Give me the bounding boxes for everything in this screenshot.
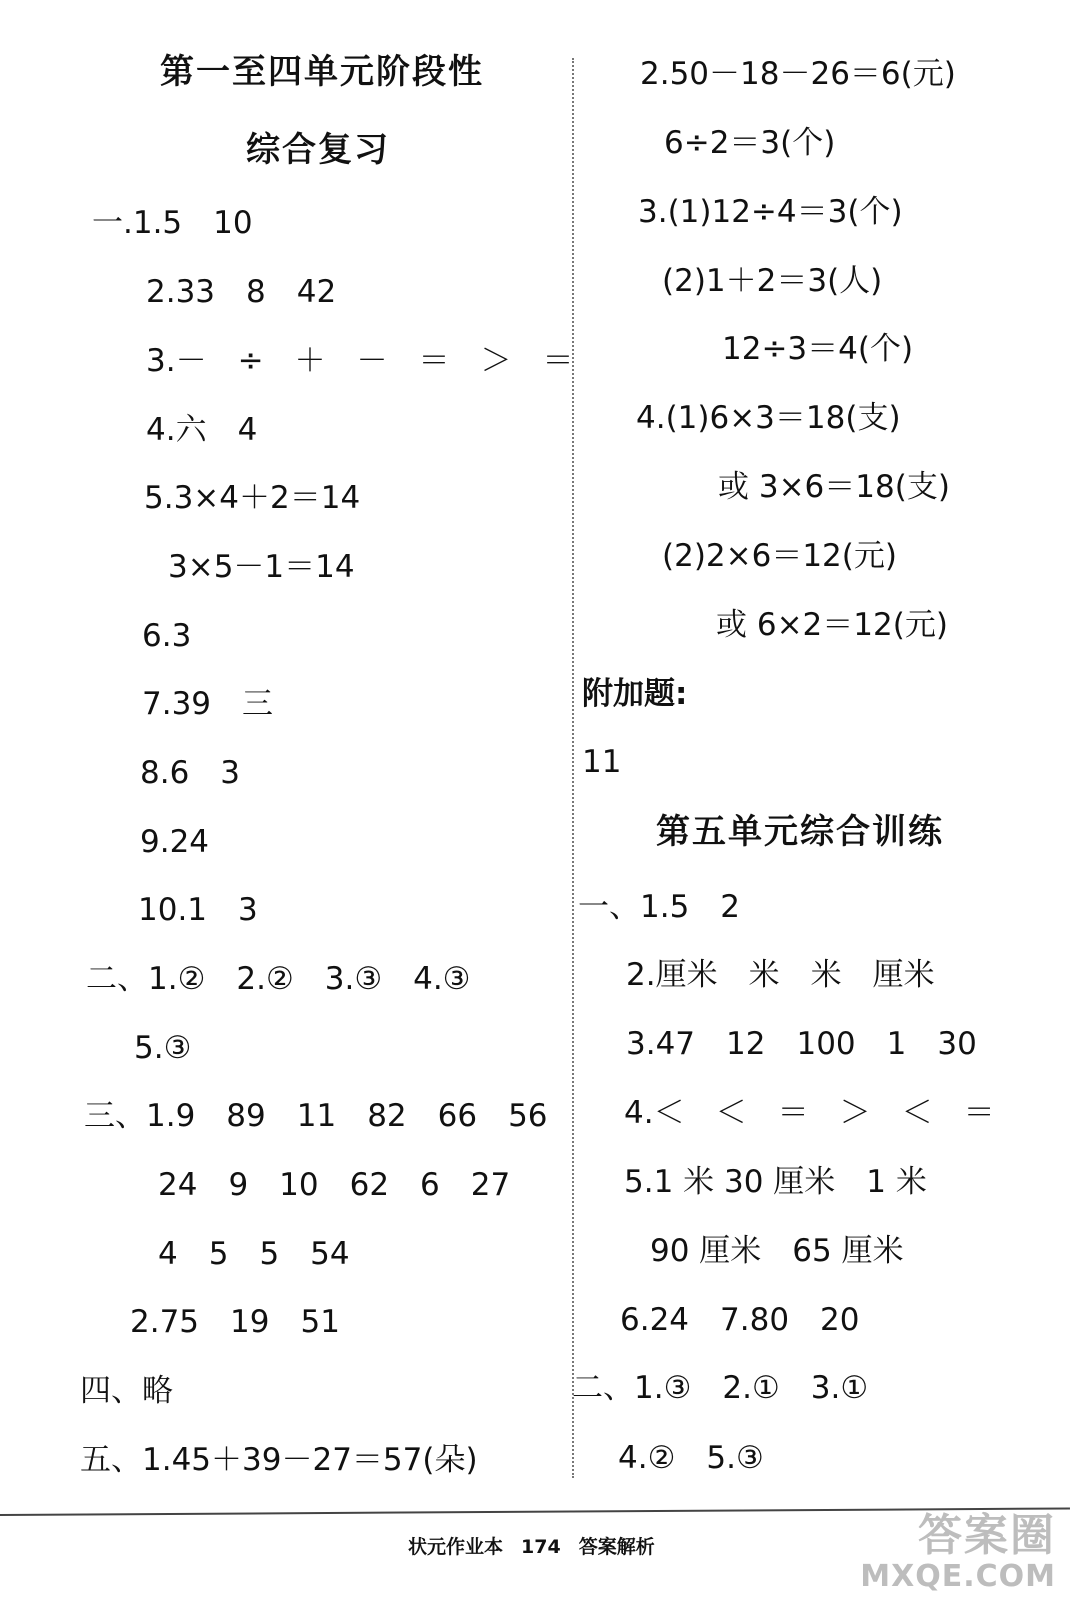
answer-line: 3.(1)12÷4＝3(个) <box>638 194 903 230</box>
answer-line: 6.3 <box>142 618 192 654</box>
answer-line: 或 3×6＝18(支) <box>718 469 950 505</box>
answer-line: 4.(1)6×3＝18(支) <box>636 400 901 436</box>
answer-line: 5.③ <box>134 1030 192 1066</box>
answer-line: 90 厘米 65 厘米 <box>650 1233 904 1269</box>
title-line-1: 第一至四单元阶段性 <box>160 52 484 92</box>
page-footer <box>408 1532 673 1559</box>
answer-line: 4.② 5.③ <box>618 1440 764 1476</box>
answer-line: 2.33 8 42 <box>146 274 337 310</box>
answer-line: 5.1 米 30 厘米 1 米 <box>624 1164 927 1200</box>
answer-line: 2.50－18－26＝6(元) <box>640 56 956 92</box>
answer-line: (2)2×6＝12(元) <box>662 538 897 574</box>
answer-line: 5.3×4＋2＝14 <box>144 480 361 516</box>
answer-line: 7.39 三 <box>142 686 274 722</box>
answer-line: 6.24 7.80 20 <box>620 1302 860 1338</box>
answer-line: 二、1.② 2.② 3.③ 4.③ <box>86 961 471 997</box>
answer-line: 3.47 12 100 1 30 <box>626 1026 977 1062</box>
answer-line: 三、1.9 89 11 82 66 56 <box>84 1098 548 1134</box>
answer-line: 2.75 19 51 <box>130 1304 340 1340</box>
answer-line: 12÷3＝4(个) <box>722 331 914 367</box>
answer-line: 五、1.45＋39－27＝57(朵) <box>80 1442 478 1478</box>
answer-line: 11 <box>582 744 622 780</box>
footer-book-title: 状元作业本 <box>408 1536 504 1558</box>
answer-line: 或 6×2＝12(元) <box>716 607 948 643</box>
answer-line: 10.1 3 <box>138 892 258 928</box>
answer-line: 8.6 3 <box>140 755 241 791</box>
watermark-bottom: MXQE.COM <box>860 1559 1056 1594</box>
answer-line: 24 9 10 62 6 27 <box>158 1167 511 1203</box>
answer-line: 四、略 <box>80 1373 173 1409</box>
answer-line: 3×5－1＝14 <box>168 549 355 585</box>
answer-line: 4.＜ ＜ ＝ ＞ ＜ ＝ <box>624 1095 995 1131</box>
column-divider <box>572 58 574 1478</box>
section-title: 第五单元综合训练 <box>656 812 944 852</box>
footer-section: 答案解析 <box>578 1536 655 1558</box>
answer-line: 3.－ ÷ ＋ － ＝ ＞ ＝ <box>146 343 574 379</box>
answer-line: 4 5 5 54 <box>158 1236 350 1272</box>
answer-line: 6÷2＝3(个) <box>664 125 836 161</box>
bonus-heading: 附加题: <box>582 676 688 712</box>
title-line-2: 综合复习 <box>246 130 390 170</box>
answer-line: 9.24 <box>140 824 210 860</box>
answer-line: 4.六 4 <box>146 412 258 448</box>
answer-line: 一、1.5 2 <box>578 889 741 925</box>
answer-line: 二、1.③ 2.① 3.① <box>572 1370 869 1406</box>
watermark <box>860 1512 1056 1594</box>
page-number: 174 <box>521 1536 561 1558</box>
watermark-top: 答案圈 <box>918 1510 1056 1561</box>
answer-line: (2)1＋2＝3(人) <box>662 263 883 299</box>
answer-line: 2.厘米 米 米 厘米 <box>626 957 935 993</box>
answer-line: 一.1.5 10 <box>92 205 253 241</box>
